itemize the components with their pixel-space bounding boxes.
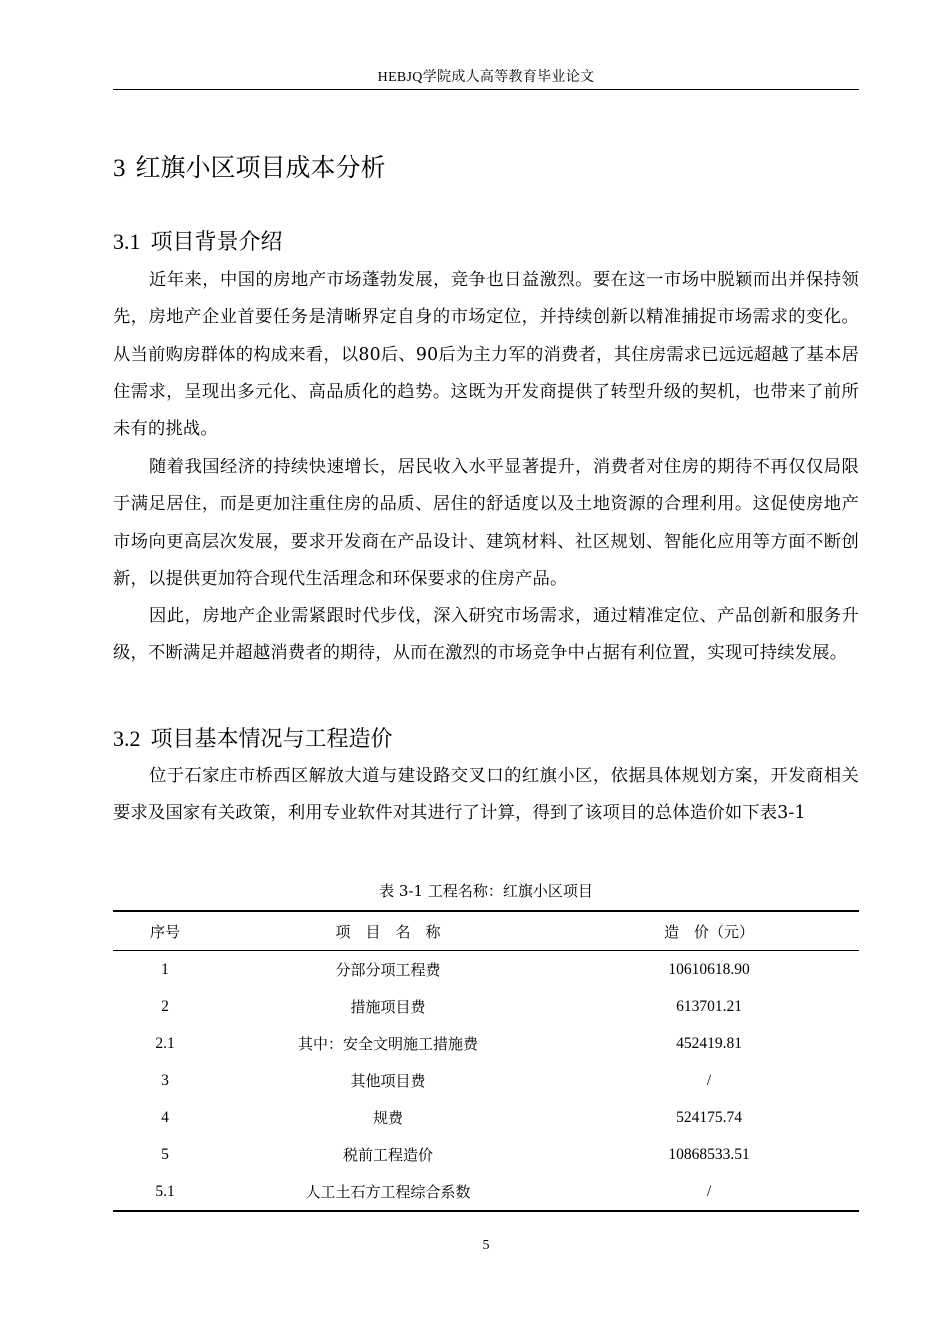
paragraph: 近年来，中国的房地产市场蓬勃发展，竞争也日益激烈。要在这一市场中脱颖而出并保持领先，房地产企业首要任务是清晰界定自身的市场定位，并持续创新以精准捕捉市场需求的变化。从当前购房群体的构成来看，以80后、90后为主力军的消费者，其住房需求已远远超越了基本居住需求，呈现出多元化、高品质化的趋势。这既为开发商提供了转型升级的契机，也带来了前所未有的挑战。 <box>113 270 859 440</box>
row-item: 税前工程造价 <box>342 1146 433 1164</box>
header-cell-index: 序号 <box>149 922 180 941</box>
row-index: 2 <box>161 997 169 1015</box>
section-number: 3.2 <box>113 726 141 751</box>
row-cost: / <box>706 1182 712 1200</box>
section-title: 项目背景介绍 <box>150 230 283 255</box>
table-row <box>113 1025 859 1062</box>
chapter-title: 红旗小区项目成本分析 <box>135 153 386 182</box>
row-item: 规费 <box>372 1109 403 1127</box>
section-title: 项目基本情况与工程造价 <box>150 727 393 752</box>
row-index: 4 <box>161 1108 169 1126</box>
row-item: 其他项目费 <box>350 1072 426 1090</box>
cost-table <box>113 910 859 1212</box>
row-item: 措施项目费 <box>350 998 426 1016</box>
paragraph: 位于石家庄市桥西区解放大道与建设路交叉口的红旗小区，依据具体规划方案，开发商相关要求及国家有关政策，利用专业软件对其进行了计算，得到了该项目的总体造价如下表3-1 <box>113 766 859 824</box>
table-caption: 表 3-1 工程名称：红旗小区项目 <box>379 882 593 900</box>
table-row <box>113 1136 859 1173</box>
table-row <box>113 988 859 1025</box>
table-row <box>113 1099 859 1136</box>
row-cost: 524175.74 <box>676 1108 742 1126</box>
row-item: 分部分项工程费 <box>335 961 441 979</box>
row-cost: 452419.81 <box>676 1034 742 1052</box>
row-cost: 613701.21 <box>676 997 742 1015</box>
row-item: 其中：安全文明施工措施费 <box>297 1035 478 1053</box>
paragraph: 因此，房地产企业需紧跟时代步伐，深入研究市场需求，通过精准定位、产品创新和服务升级，不断满足并超越消费者的期待，从而在激烈的市场竞争中占据有利位置，实现可持续发展。 <box>113 606 859 664</box>
table-header-row <box>113 911 859 951</box>
paragraph: 随着我国经济的持续快速增长，居民收入水平显著提升，消费者对住房的期待不再仅仅局限于满足居住，而是更加注重住房的品质、居住的舒适度以及土地资源的合理利用。这促使房地产市场向更高层次发展，要求开发商在产品设计、建筑材料、社区规划、智能化应用等方面不断创新，以提供更加符合现代生活理念和环保要求的住房产品。 <box>113 457 859 589</box>
header-cell-item: 项 目 名 称 <box>335 922 441 941</box>
page-number: 5 <box>482 1238 490 1253</box>
row-item: 人工土石方工程综合系数 <box>305 1183 471 1201</box>
cost-table-grid <box>113 910 859 1212</box>
header-rule <box>113 89 859 90</box>
row-cost: / <box>706 1071 712 1089</box>
row-cost: 10610618.90 <box>668 960 750 978</box>
section-number: 3.1 <box>113 229 141 254</box>
table-row <box>113 951 859 989</box>
chapter-number: 3 <box>113 155 126 182</box>
row-index: 5 <box>161 1145 169 1163</box>
header-cell-cost: 造 价（元） <box>663 922 754 941</box>
page-header: HEBJQ学院成人高等教育毕业论文 <box>377 70 595 85</box>
row-index: 3 <box>161 1071 169 1089</box>
row-index: 5.1 <box>155 1182 175 1200</box>
table-row <box>113 1062 859 1099</box>
table-row <box>113 1173 859 1211</box>
row-cost: 10868533.51 <box>668 1145 750 1163</box>
row-index: 2.1 <box>155 1034 175 1052</box>
row-index: 1 <box>161 960 169 978</box>
section-heading-3-1 <box>113 225 283 256</box>
section-heading-3-2 <box>113 722 393 753</box>
chapter-heading <box>113 148 386 184</box>
